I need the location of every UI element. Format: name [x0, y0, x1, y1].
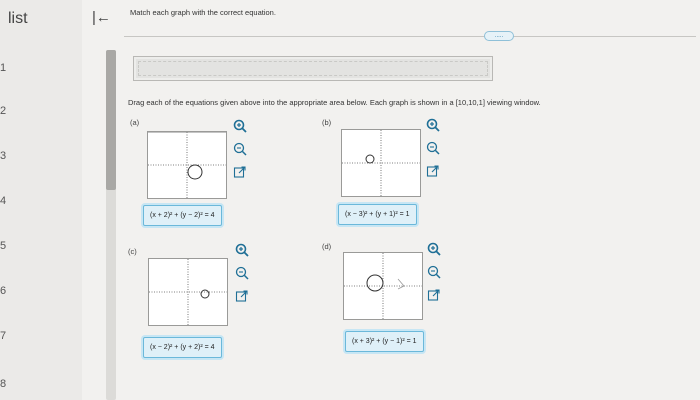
graph-a-plot — [148, 132, 226, 198]
graph-a — [147, 131, 227, 199]
sidebar-item-1[interactable]: 1 — [0, 62, 7, 74]
zoom-out-icon[interactable] — [235, 266, 249, 280]
popout-icon[interactable] — [235, 289, 249, 303]
sidebar-item-6[interactable]: 6 — [0, 285, 7, 297]
panel-a-label: (a) — [130, 118, 140, 127]
popout-icon[interactable] — [427, 288, 441, 302]
scrollbar-thumb[interactable] — [106, 50, 116, 190]
question-list-sidebar — [0, 0, 82, 400]
graph-d-tools — [427, 242, 443, 311]
drag-instruction: Drag each of the equations given above into the appropriate area below. Each graph is shown in a [10,10,1] viewing window. — [128, 98, 541, 107]
zoom-in-icon[interactable] — [235, 243, 249, 257]
panel-c-label: (c) — [128, 247, 137, 256]
equation-bank-drop-zone[interactable] — [133, 56, 493, 81]
panel-d-label: (d) — [322, 242, 332, 251]
collapse-sidebar-button[interactable]: |← — [92, 9, 111, 26]
zoom-in-icon[interactable] — [427, 242, 441, 256]
graph-d — [343, 252, 423, 320]
equation-tile-c[interactable]: (x − 2)² + (y + 2)² = 4 — [143, 337, 222, 358]
sidebar-item-7[interactable]: 7 — [0, 330, 7, 342]
graph-a-tools — [233, 119, 249, 188]
equation-tile-a[interactable]: (x + 2)² + (y − 2)² = 4 — [143, 205, 222, 226]
sidebar-item-2[interactable]: 2 — [0, 105, 7, 117]
zoom-out-icon[interactable] — [426, 141, 440, 155]
graph-c-tools — [235, 243, 251, 312]
sidebar-title: list — [8, 10, 28, 27]
zoom-in-icon[interactable] — [426, 118, 440, 132]
question-prompt: Match each graph with the correct equation. — [130, 8, 276, 17]
sidebar-item-8[interactable]: 8 — [0, 378, 7, 390]
sidebar-item-3[interactable]: 3 — [0, 150, 7, 162]
header-divider — [124, 36, 696, 37]
graph-c — [148, 258, 228, 326]
sidebar-item-4[interactable]: 4 — [0, 195, 7, 207]
zoom-out-icon[interactable] — [427, 265, 441, 279]
zoom-out-icon[interactable] — [233, 142, 247, 156]
graph-b-tools — [426, 118, 442, 187]
popout-icon[interactable] — [426, 164, 440, 178]
equation-tile-b[interactable]: (x − 3)² + (y + 1)² = 1 — [338, 204, 417, 225]
graph-b — [341, 129, 421, 197]
zoom-in-icon[interactable] — [233, 119, 247, 133]
popout-icon[interactable] — [233, 165, 247, 179]
panel-b-label: (b) — [322, 118, 332, 127]
graph-c-plot — [149, 259, 227, 325]
sidebar-item-5[interactable]: 5 — [0, 240, 7, 252]
expand-more-button[interactable]: ..... — [484, 31, 514, 41]
equation-tile-d[interactable]: (x + 3)² + (y − 1)² = 1 — [345, 331, 424, 352]
graph-b-plot — [342, 130, 420, 196]
graph-d-plot — [344, 253, 422, 319]
scrollbar[interactable] — [106, 50, 116, 400]
